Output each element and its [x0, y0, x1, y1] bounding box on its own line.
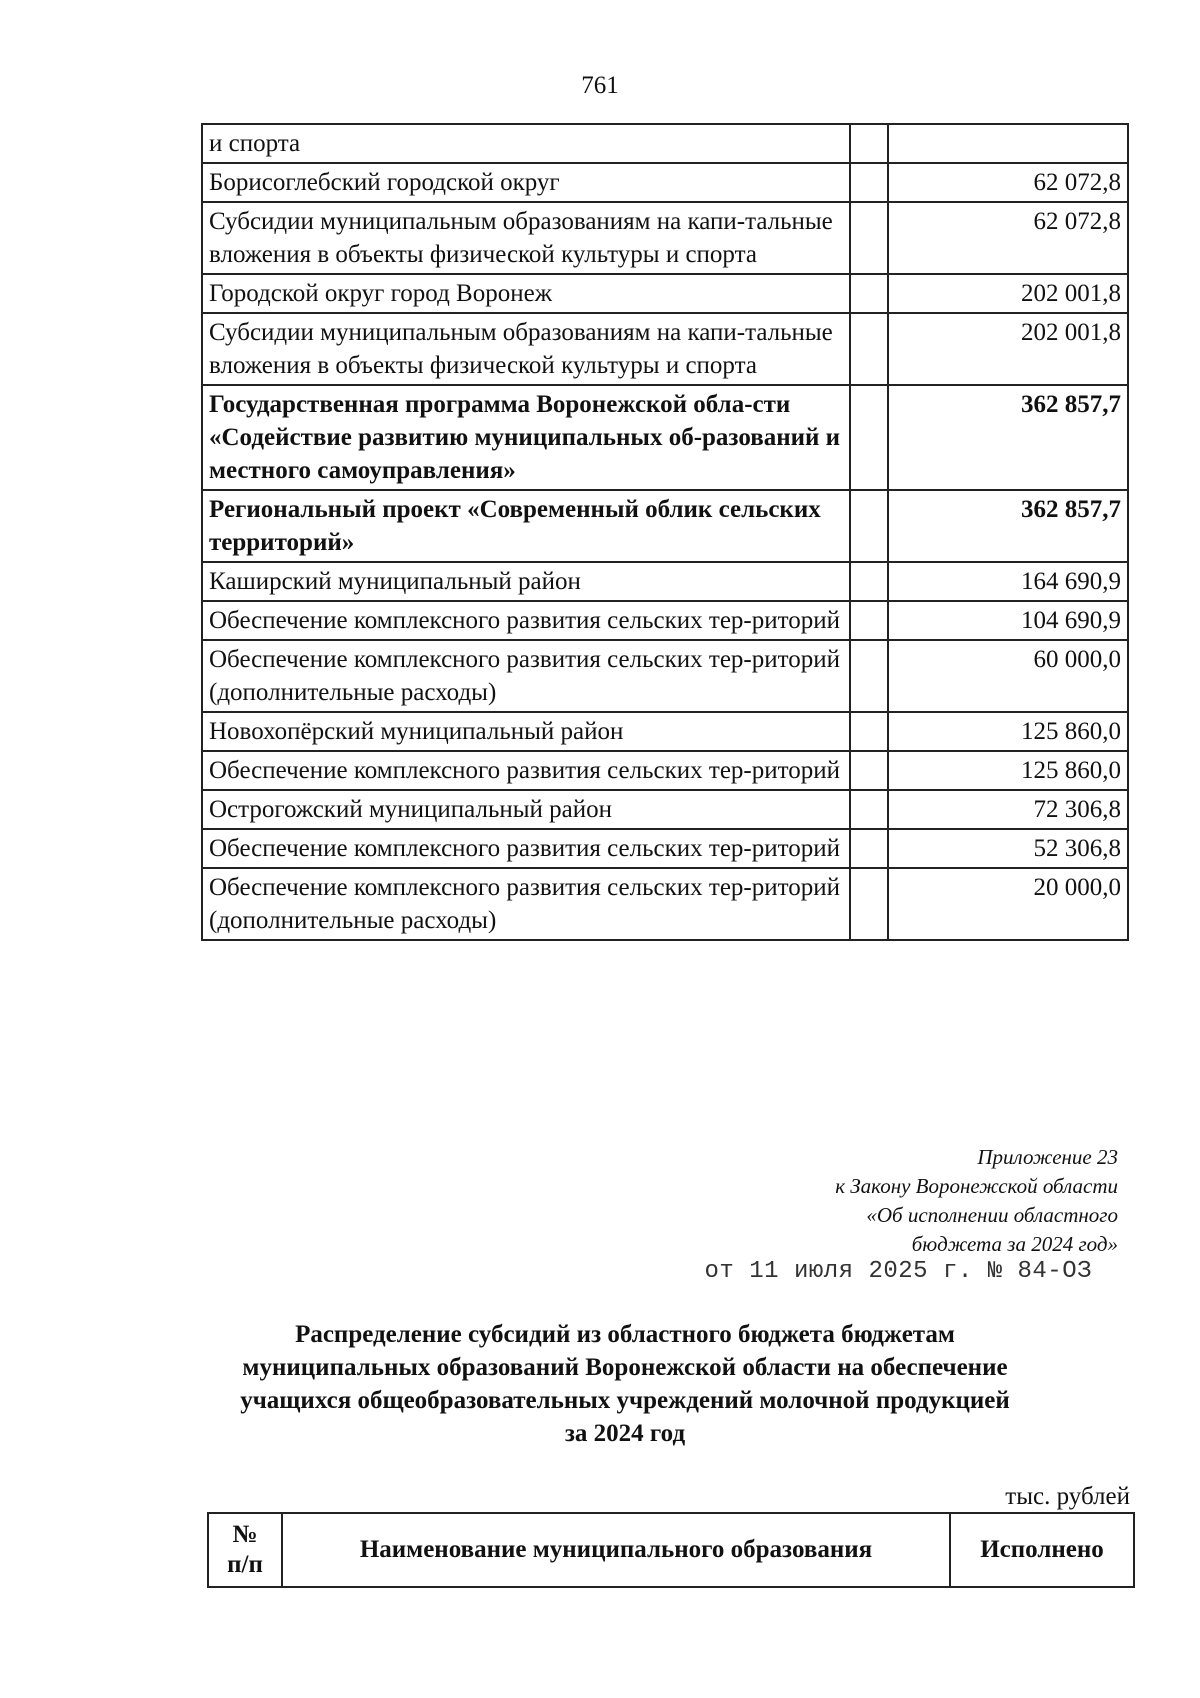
units-label: тыс. рублей [1005, 1483, 1130, 1510]
table-row [202, 790, 1128, 829]
empty-cell [850, 868, 888, 940]
row-name: Субсидии муниципальным образованиям на капи-тальные вложения в объекты физической культуры и спорта [202, 202, 850, 274]
row-name: Каширский муниципальный район [202, 562, 850, 601]
row-name: Обеспечение комплексного развития сельских тер-риторий [202, 829, 850, 868]
empty-cell [850, 313, 888, 385]
empty-cell [850, 490, 888, 562]
row-amount: 72 306,8 [888, 790, 1128, 829]
empty-cell [850, 601, 888, 640]
table-row [202, 124, 1128, 163]
empty-cell [850, 751, 888, 790]
table-row [202, 751, 1128, 790]
empty-cell [850, 712, 888, 751]
row-name: Региональный проект «Современный облик сельских территорий» [202, 490, 850, 562]
row-amount: 202 001,8 [888, 313, 1128, 385]
table-row [202, 163, 1128, 202]
table-row [202, 601, 1128, 640]
row-amount: 362 857,7 [888, 490, 1128, 562]
row-amount: 164 690,9 [888, 562, 1128, 601]
table-row [202, 202, 1128, 274]
row-amount: 125 860,0 [888, 712, 1128, 751]
table-row [202, 868, 1128, 940]
column-header-executed: Исполнено [950, 1513, 1134, 1587]
number-sign: № [232, 1521, 258, 1548]
empty-cell [850, 274, 888, 313]
row-name: Обеспечение комплексного развития сельских тер-риторий [202, 601, 850, 640]
appendix-line: Приложение 23 [977, 1145, 1118, 1169]
empty-cell [850, 640, 888, 712]
table-row [202, 640, 1128, 712]
empty-cell [850, 202, 888, 274]
row-amount: 20 000,0 [888, 868, 1128, 940]
row-name: Обеспечение комплексного развития сельских тер-риторий [202, 751, 850, 790]
table-row [202, 385, 1128, 490]
column-header-name: Наименование муниципального образования [282, 1513, 950, 1587]
title-line: Распределение субсидий из областного бюджета бюджетам [295, 1321, 955, 1348]
row-amount: 52 306,8 [888, 829, 1128, 868]
table-row [202, 562, 1128, 601]
row-name: Государственная программа Воронежской обла-сти «Содействие развитию муниципальных об-разований и местного самоуправления» [202, 385, 850, 490]
empty-cell [850, 790, 888, 829]
row-name: Обеспечение комплексного развития сельских тер-риторий (дополнительные расходы) [202, 640, 850, 712]
row-name: Городской округ город Воронеж [202, 274, 850, 313]
row-amount: 362 857,7 [888, 385, 1128, 490]
row-name: Обеспечение комплексного развития сельских тер-риторий (дополнительные расходы) [202, 868, 850, 940]
table-row [202, 313, 1128, 385]
empty-cell [850, 562, 888, 601]
table-row [202, 712, 1128, 751]
title-line: учащихся общеобразовательных учреждений молочной продукцией [240, 1387, 1010, 1414]
appendix-line: «Об исполнении областного [866, 1203, 1118, 1227]
row-name: Новохопёрский муниципальный район [202, 712, 850, 751]
decree-stamp: от 11 июля 2025 г. № 84-ОЗ [704, 1258, 1092, 1285]
row-name: Борисоглебский городской округ [202, 163, 850, 202]
row-name: Острогожский муниципальный район [202, 790, 850, 829]
row-amount: 202 001,8 [888, 274, 1128, 313]
empty-cell [850, 163, 888, 202]
column-header-number [208, 1513, 282, 1587]
row-name: и спорта [202, 124, 850, 163]
appendix-line: бюджета за 2024 год» [911, 1232, 1118, 1256]
row-amount: 62 072,8 [888, 163, 1128, 202]
subsidy-table-header [207, 1512, 1135, 1588]
empty-cell [850, 124, 888, 163]
row-name: Субсидии муниципальным образованиям на капи-тальные вложения в объекты физической культуры и спорта [202, 313, 850, 385]
header-row [208, 1513, 1134, 1587]
document-title [160, 1318, 1090, 1450]
appendix-note [618, 1143, 1118, 1259]
row-amount: 125 860,0 [888, 751, 1128, 790]
number-abbr: п/п [227, 1551, 263, 1578]
table-row [202, 274, 1128, 313]
table-row [202, 490, 1128, 562]
budget-table-body [202, 124, 1128, 940]
empty-cell [850, 829, 888, 868]
budget-table [201, 123, 1129, 941]
title-line: за 2024 год [564, 1420, 686, 1447]
title-line: муниципальных образований Воронежской области на обеспечение [242, 1354, 1008, 1381]
row-amount: 62 072,8 [888, 202, 1128, 274]
row-amount: 104 690,9 [888, 601, 1128, 640]
empty-cell [850, 385, 888, 490]
table-row [202, 829, 1128, 868]
page-number: 761 [581, 72, 619, 99]
row-amount [888, 124, 1128, 163]
appendix-line: к Закону Воронежской области [835, 1174, 1118, 1198]
row-amount: 60 000,0 [888, 640, 1128, 712]
